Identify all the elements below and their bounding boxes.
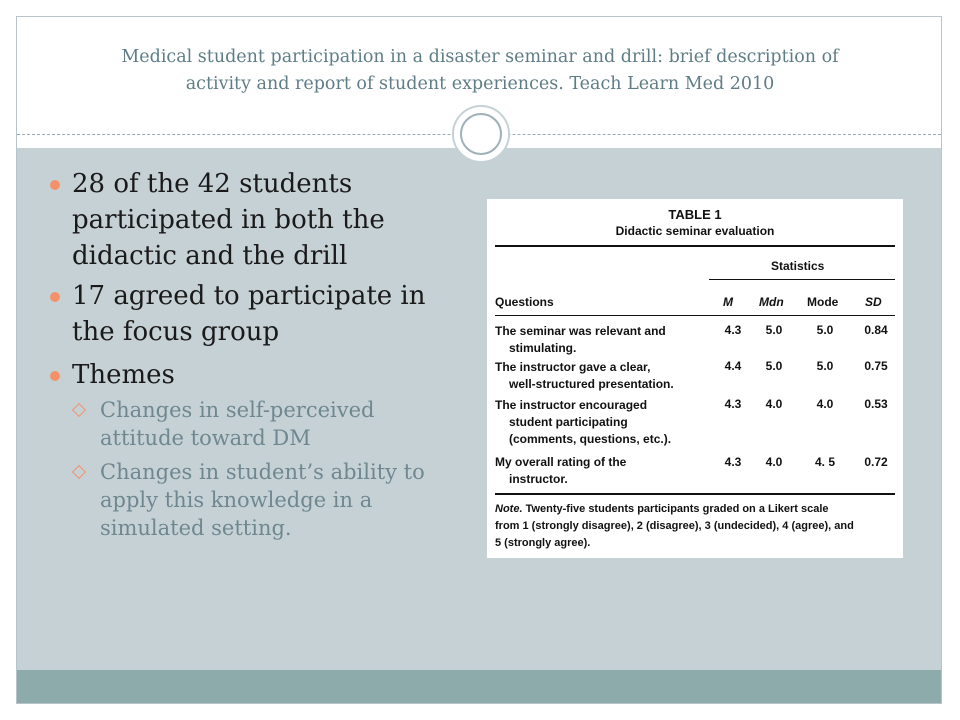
- table-note-line: [495, 501, 895, 518]
- divider-ring-ornament: [452, 105, 510, 163]
- table-row-question: [495, 454, 710, 488]
- table-title: TABLE 1: [668, 207, 722, 222]
- table-cell: 4.0: [765, 397, 783, 411]
- table-note-text: Twenty-five students participants graded on a Likert scale: [525, 503, 829, 515]
- bullet-item: [48, 166, 468, 274]
- bullet-text-line: the focus group: [72, 317, 280, 347]
- sub-bullet-item: [48, 458, 468, 542]
- question-line: The instructor gave a clear,: [495, 360, 651, 374]
- diamond-bullet-icon: [72, 465, 86, 479]
- table-cell: 0.84: [864, 323, 888, 337]
- table-subtitle: Didactic seminar evaluation: [615, 224, 775, 238]
- slide-title-line: Medical student participation in a disaster seminar and drill: brief description of: [121, 47, 839, 67]
- sub-bullet-text-line: Changes in student’s ability to: [100, 460, 425, 484]
- table-cell: 5.0: [816, 359, 834, 373]
- sub-bullet-text-line: apply this knowledge in a: [100, 488, 373, 512]
- table-bottom-rule: [495, 493, 895, 495]
- table-note: [495, 501, 895, 552]
- table-column-header: M: [723, 295, 733, 309]
- bullet-text-line: participated in both the: [72, 205, 385, 235]
- table-cell: 4.0: [765, 455, 783, 469]
- table-row-question: [495, 359, 710, 393]
- table-group-rule: [709, 279, 895, 280]
- bullet-dot-icon: [50, 180, 60, 190]
- slide-title: [40, 44, 920, 98]
- table-column-header: SD: [865, 295, 882, 309]
- table-row-question: [495, 397, 710, 448]
- question-line: The instructor encouraged: [495, 398, 648, 412]
- question-line: well-structured presentation.: [509, 377, 674, 391]
- sub-bullet-text-line: Changes in self-perceived: [100, 398, 375, 422]
- sub-bullet-item: [48, 396, 468, 452]
- table-row-question: [495, 323, 710, 357]
- question-line: instructor.: [509, 472, 568, 486]
- table-column-header: Questions: [495, 295, 554, 309]
- table-cell: 4.3: [724, 323, 742, 337]
- bullet-item: [48, 357, 468, 393]
- question-line: My overall rating of the: [495, 455, 627, 469]
- table-top-rule: [495, 245, 895, 247]
- bullet-item: [48, 278, 468, 350]
- ring-inner-circle: [460, 113, 502, 155]
- table-note-line: 5 (strongly agree).: [495, 537, 591, 549]
- table-cell: 5.0: [765, 323, 783, 337]
- table-header-rule: [495, 315, 895, 316]
- table-group-header: Statistics: [771, 259, 825, 273]
- table-cell: 4.4: [724, 359, 742, 373]
- bullet-text-line: Themes: [72, 360, 175, 390]
- question-line: student participating: [509, 415, 628, 429]
- bullet-dot-icon: [50, 292, 60, 302]
- footer-band: [17, 670, 941, 703]
- bullet-text-line: 28 of the 42 students: [72, 169, 353, 199]
- table-column-header: Mode: [807, 295, 839, 309]
- table-cell: 5.0: [816, 323, 834, 337]
- bullet-text-line: 17 agreed to participate in: [72, 281, 426, 311]
- diamond-bullet-icon: [72, 403, 86, 417]
- table-note-line: from 1 (strongly disagree), 2 (disagree), 3 (undecided), 4 (agree), and: [495, 520, 854, 532]
- question-line: The seminar was relevant and: [495, 324, 666, 338]
- slide-title-line: activity and report of student experiences. Teach Learn Med 2010: [185, 74, 775, 94]
- table-cell: 0.75: [864, 359, 888, 373]
- question-line: stimulating.: [509, 341, 577, 355]
- sub-bullet-text-line: attitude toward DM: [100, 426, 311, 450]
- question-line: (comments, questions, etc.).: [509, 432, 672, 446]
- sub-bullet-text-line: simulated setting.: [100, 516, 292, 540]
- table-cell: 5.0: [765, 359, 783, 373]
- evaluation-table-image: [487, 199, 903, 558]
- table-cell: 4. 5: [814, 455, 835, 469]
- table-cell: 0.53: [864, 397, 888, 411]
- bullet-text-line: didactic and the drill: [72, 241, 348, 271]
- table-cell: 4.3: [724, 455, 742, 469]
- bullet-list: [48, 166, 468, 546]
- table-cell: 4.0: [816, 397, 834, 411]
- table-cell: 0.72: [864, 455, 888, 469]
- table-column-header: Mdn: [759, 295, 784, 309]
- table-cell: 4.3: [724, 397, 742, 411]
- bullet-dot-icon: [50, 371, 60, 381]
- table-note-label: Note.: [495, 503, 523, 515]
